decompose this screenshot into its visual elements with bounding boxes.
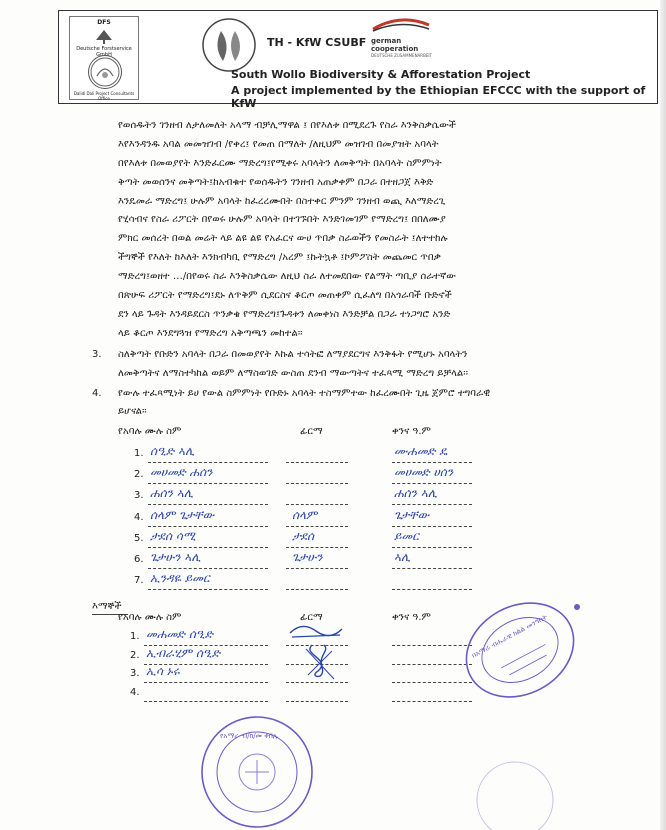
name-line (148, 504, 268, 505)
member-date-handwritten: ኣሊ (394, 550, 411, 564)
member-date-handwritten: ሙሐመድ ዴ (394, 444, 448, 458)
witness-col-header-date: ቀንና ዓ.ም (392, 612, 431, 623)
item-3-number: 3. (92, 349, 102, 360)
signature-line (286, 483, 348, 484)
name-line (148, 589, 268, 590)
signature-line (286, 462, 348, 463)
member-date-handwritten: ጌታቸው (394, 508, 430, 522)
project-subtitle: A project implemented by the Ethiopian EFCCC with the support of KfW (231, 84, 646, 110)
signature-line (286, 589, 348, 590)
text-line: ቅጣት መወሰንና መቅጣት፤ከአብቁተ የወሰዱትን ገንዘብ አጠቃቀም በጋራ በተዘጋጀ እቅድ (118, 176, 434, 188)
item-4-number: 4. (92, 388, 102, 399)
signature-line (286, 504, 348, 505)
tree-icon (92, 30, 116, 44)
member-row-number: 5. (134, 533, 144, 544)
witness-name-handwritten: ኢብራሂም ሰዒድ (146, 646, 221, 660)
date-line (392, 547, 472, 548)
dfs-logo (69, 16, 139, 100)
date-line (392, 504, 472, 505)
name-line (148, 547, 268, 548)
text-line: ማድረግ፤ወዘተ …/በየወሩ ስራ እንቅስቃሴው ለዚህ ስራ ለተመደበው የልማት ጣቢያ ሰራተኛው (118, 271, 456, 283)
member-row-number: 1. (134, 448, 144, 459)
witness-row-number: 4. (130, 687, 140, 698)
stamp-text: የአማራ ብ/ክ/መ ቀበሌ (220, 732, 279, 740)
text-line: የወሰዱትን ገንዘብ ለታለመለት አላማ ብቻሊማዋል ፤ በየእለቱ በሚደረጉ የስራ እንቅስቃሴውች (118, 120, 456, 131)
witnesses-heading: እማኞች (92, 601, 122, 612)
item-3-line-2: ለመቅጣትና ለማስተካከል ወይም ለማስወገድ ውስጠ ደንብ ማውጣትና ተፈጻሚ ማድረግ ይቻላል፡፡ (118, 368, 468, 379)
text-line: ምክር መሰረት በወል መሬት ላይ ልዩ ልዩ የአፈርና ውሀ ጥበቃ ስራወችን የመስራት ፤ለተተከሉ (118, 233, 448, 245)
date-line (392, 568, 472, 569)
witness-name-handwritten: መሐመድ ሰዒድ (146, 627, 214, 641)
col-header-signature: ፊርማ (300, 426, 323, 437)
gc-text-3: DEUTSCHE ZUSAMMENARBEIT (371, 53, 432, 58)
name-line (148, 483, 268, 484)
signature-line (286, 701, 348, 702)
gc-swoosh-icon (371, 17, 431, 33)
member-signature-handwritten: ታደሰ (292, 529, 314, 543)
efccc-logo-icon (201, 17, 257, 73)
member-row-number: 7. (134, 575, 144, 586)
paragraph-item-2 (118, 117, 658, 344)
date-line (392, 526, 472, 527)
signature-line (286, 547, 348, 548)
witness-row-number: 3. (130, 668, 140, 679)
member-name-handwritten: ታደሰ ሳሚ (150, 529, 196, 543)
member-name-handwritten: ኢንዳዬ ይመር (150, 571, 210, 585)
witness-col-header-signature: ፊርማ (300, 612, 323, 623)
dfs-logo-name: Deutsche Forstservice GmbH (76, 46, 132, 58)
item-3-line-1: ስለቅጣት የቡድን አባላት በጋራ በመወያየት እኩል ተሳትፎ ለማያደርግና እንቅፋት የሚሆኑ አባላትን (118, 349, 468, 360)
emblem-icon (88, 55, 122, 89)
col-header-date: ቀንና ዓ.ም (392, 426, 431, 437)
col-header-name: የአባሉ ሙሉ ስም (118, 426, 182, 437)
name-line (144, 701, 268, 702)
project-title: TH - KfW CSUBF (267, 36, 367, 49)
member-name-handwritten: ሰዒድ ኣሊ (150, 444, 195, 458)
official-stamp-bottom (198, 708, 316, 830)
member-date-handwritten: መሀመድ ሀሰን (394, 465, 454, 479)
witness-col-header-name: የአባሉ ሙሉ ስም (118, 612, 182, 623)
text-line: እንዴመራ ማድረግ፤ ሁሉም አባላት ከፈረረሙበት በስተቀር ምንም ገንዘብ ወጪ እለማድረጊ (118, 195, 446, 207)
german-cooperation-logo (371, 17, 432, 58)
text-line: የሂሳብና የስራ ሪፖርት በየወሩ ሁሉም አባላት በተገኙበት እንድገመገም የማድረግ፤ በበለሙያ (118, 214, 446, 226)
text-line: በየእለቱ በመወያየት እንድፈርሙ ማድረግ፤የሚቀሩ አባላትን ለመቅጣት በአባላት ስምምነት (118, 157, 442, 169)
member-row-number: 4. (134, 512, 144, 523)
gc-text-1: german (371, 37, 402, 45)
member-signature-handwritten: ጌታሁን (292, 550, 323, 564)
date-line (392, 483, 472, 484)
name-line (144, 682, 268, 683)
stamp-text: በአማራ ብሔራዊ ክልል መንግስት (470, 612, 549, 660)
text-line: እየእንዳንዱ አባል መመዝገብ /የቀረ፤ የመጠ በማለት /ለዚህም መዝገብ በመያዝት አባላት (118, 138, 439, 150)
name-line (148, 568, 268, 569)
signature-line (286, 568, 348, 569)
witness-name-handwritten: ኢሳ ኑሩ (146, 664, 180, 678)
gc-text-2: cooperation (371, 45, 419, 53)
witness-row-number: 2. (130, 650, 140, 661)
member-row-number: 3. (134, 490, 144, 501)
member-name-handwritten: ሰላም ጌታቸው (150, 508, 215, 522)
member-row-number: 2. (134, 469, 144, 480)
text-line: ችግኞች የእለት ከእለት እንክብካቢ የማድረግ /አረም ፤ኩትኳቶ ፤ኮምፖስት መጨመር ጥበቃ (118, 252, 441, 264)
member-date-handwritten: ሐሰን ኣሊ (394, 486, 438, 500)
member-name-handwritten: ሐሰን ኣሊ (150, 486, 194, 500)
dfs-logo-bottom: Dalidi Dali Project Consultants Office (73, 91, 135, 101)
date-line (392, 462, 472, 463)
text-line: ላይ ቆርጦ እንደግጓዝ የማድረግ አቅጣጫን መከተል፡፡ (118, 327, 303, 339)
witness-row-number: 1. (130, 631, 140, 642)
member-name-handwritten: መሀመድ ሐሰን (150, 465, 213, 479)
dfs-logo-top: DFS (97, 19, 111, 26)
item-4-line-2: ይሆናል፡፡ (118, 406, 147, 417)
date-line (392, 589, 472, 590)
member-date-handwritten: ይመር (394, 529, 419, 543)
item-4-line-1: የውሉ ተፈጻሚነት ይሀ የውል ስምምነት የቡድኑ አባላት ተስማምተው ከፈረሙበት ጊዜ ጀምሮ ተግባራዊ (118, 388, 491, 399)
text-line: በጽሁፍ ሪፖርት የማድረግ፤ደኑ ለጥቅም ሲደርስና ቆርጦ መጠቀም ሲፈለግ በአጎራባች ቡድኖች (118, 290, 452, 302)
text-line: ደን ላይ ጉዳት እንዳይደርስ ጥንቃቄ የማድረግ፤ጉዳቱን ለመቀነስ እንድቻል በጋራ ተነጋግሮ አንድ (118, 308, 451, 320)
member-name-handwritten: ጌታሁን ኣሊ (150, 550, 201, 564)
witness-signature-scribble (282, 615, 352, 685)
official-stamp-right (455, 595, 585, 705)
signature-line (286, 526, 348, 527)
member-signature-handwritten: ሰላም (292, 508, 318, 522)
stamp-residue (470, 740, 560, 830)
name-line (148, 462, 268, 463)
scan-edge (660, 0, 666, 830)
project-name: South Wollo Biodiversity & Afforestation Project (231, 68, 531, 81)
name-line (148, 526, 268, 527)
member-row-number: 6. (134, 554, 144, 565)
letterhead (58, 10, 658, 110)
